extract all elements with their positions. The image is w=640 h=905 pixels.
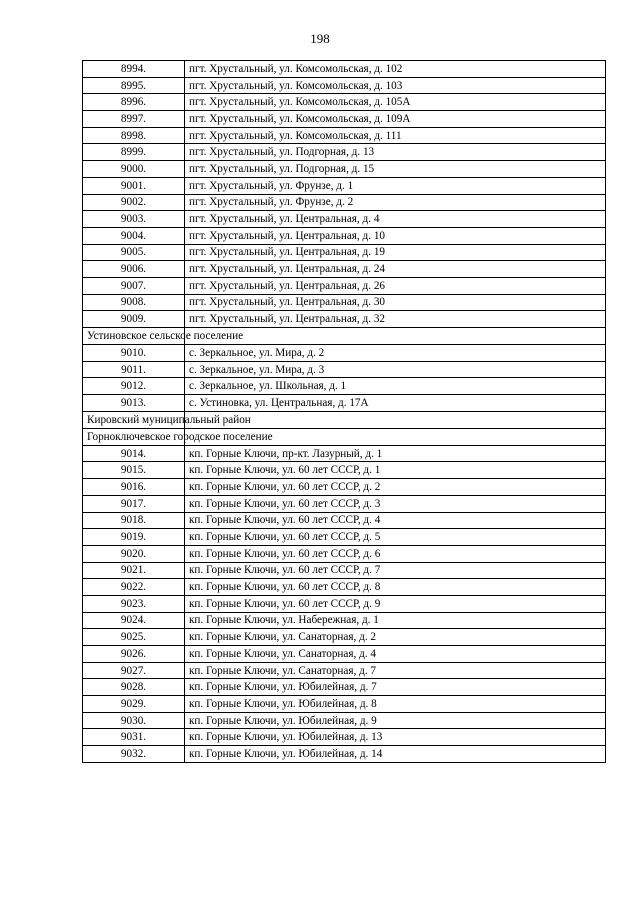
row-number: 9003. (83, 211, 185, 228)
address-cell: пгт. Хрустальный, ул. Подгорная, д. 13 (185, 144, 606, 161)
address-cell: пгт. Хрустальный, ул. Центральная, д. 19 (185, 244, 606, 261)
table-row (83, 662, 606, 679)
row-number: 9002. (83, 194, 185, 211)
address-cell: с. Зеркальное, ул. Школьная, д. 1 (185, 378, 606, 395)
table-row (83, 579, 606, 596)
row-number: 9020. (83, 545, 185, 562)
address-cell: кп. Горные Ключи, ул. 60 лет СССР, д. 1 (185, 462, 606, 479)
row-number: 8995. (83, 77, 185, 94)
row-number: 9006. (83, 261, 185, 278)
address-cell: пгт. Хрустальный, ул. Центральная, д. 26 (185, 277, 606, 294)
table-row (83, 227, 606, 244)
row-number: 9030. (83, 712, 185, 729)
row-number: 9031. (83, 729, 185, 746)
section-name: Устиновское сельское поселение (83, 328, 185, 345)
table-row (83, 545, 606, 562)
address-cell: кп. Горные Ключи, ул. Юбилейная, д. 9 (185, 712, 606, 729)
table-row (83, 395, 606, 412)
row-number: 9011. (83, 361, 185, 378)
row-number: 9021. (83, 562, 185, 579)
address-cell: кп. Горные Ключи, ул. 60 лет СССР, д. 5 (185, 529, 606, 546)
table-row (83, 479, 606, 496)
table-row (83, 161, 606, 178)
row-number: 9023. (83, 595, 185, 612)
row-number: 9018. (83, 512, 185, 529)
table-row (83, 61, 606, 78)
table-row (83, 194, 606, 211)
address-cell: кп. Горные Ключи, ул. 60 лет СССР, д. 3 (185, 495, 606, 512)
table-row (83, 679, 606, 696)
table-row (83, 127, 606, 144)
table-row (83, 646, 606, 663)
section-name: Кировский муниципальный район (83, 411, 185, 428)
table-row (83, 629, 606, 646)
address-cell: с. Зеркальное, ул. Мира, д. 2 (185, 345, 606, 362)
row-number: 9000. (83, 161, 185, 178)
address-cell: пгт. Хрустальный, ул. Комсомольская, д. 105А (185, 94, 606, 111)
table-row (83, 244, 606, 261)
address-cell: пгт. Хрустальный, ул. Центральная, д. 10 (185, 227, 606, 244)
table-row (83, 562, 606, 579)
row-number: 9013. (83, 395, 185, 412)
row-number: 9007. (83, 277, 185, 294)
table-row (83, 746, 606, 763)
table-row (83, 361, 606, 378)
section-header-row (83, 428, 606, 445)
table-row (83, 445, 606, 462)
row-number: 9028. (83, 679, 185, 696)
table-row (83, 211, 606, 228)
address-cell: кп. Горные Ключи, ул. Юбилейная, д. 13 (185, 729, 606, 746)
table-row (83, 294, 606, 311)
address-cell: кп. Горные Ключи, ул. 60 лет СССР, д. 7 (185, 562, 606, 579)
table-row (83, 77, 606, 94)
address-cell: пгт. Хрустальный, ул. Центральная, д. 24 (185, 261, 606, 278)
page-number: 198 (310, 31, 330, 46)
address-cell: кп. Горные Ключи, ул. Юбилейная, д. 7 (185, 679, 606, 696)
address-cell: пгт. Хрустальный, ул. Комсомольская, д. 109А (185, 111, 606, 128)
table-row (83, 378, 606, 395)
table-row (83, 177, 606, 194)
table-row (83, 261, 606, 278)
row-number: 8997. (83, 111, 185, 128)
table-row (83, 311, 606, 328)
table-row (83, 712, 606, 729)
address-cell: кп. Горные Ключи, ул. Санаторная, д. 2 (185, 629, 606, 646)
section-header-row (83, 411, 606, 428)
row-number: 9014. (83, 445, 185, 462)
table-row (83, 111, 606, 128)
table-row (83, 512, 606, 529)
address-cell: с. Устиновка, ул. Центральная, д. 17А (185, 395, 606, 412)
section-header-row (83, 328, 606, 345)
address-cell: с. Зеркальное, ул. Мира, д. 3 (185, 361, 606, 378)
row-number: 9019. (83, 529, 185, 546)
address-cell: пгт. Хрустальный, ул. Центральная, д. 32 (185, 311, 606, 328)
address-cell: пгт. Хрустальный, ул. Фрунзе, д. 2 (185, 194, 606, 211)
table-row (83, 277, 606, 294)
row-number: 9015. (83, 462, 185, 479)
address-cell: кп. Горные Ключи, ул. 60 лет СССР, д. 4 (185, 512, 606, 529)
table-row (83, 345, 606, 362)
address-table-body (83, 61, 606, 763)
table-row (83, 462, 606, 479)
row-number: 8996. (83, 94, 185, 111)
address-cell: пгт. Хрустальный, ул. Комсомольская, д. 111 (185, 127, 606, 144)
address-cell: кп. Горные Ключи, пр-кт. Лазурный, д. 1 (185, 445, 606, 462)
row-number: 9012. (83, 378, 185, 395)
table-row (83, 612, 606, 629)
table-row (83, 529, 606, 546)
section-empty-cell (185, 328, 606, 345)
table-row (83, 595, 606, 612)
address-cell: кп. Горные Ключи, ул. Юбилейная, д. 14 (185, 746, 606, 763)
table-row (83, 729, 606, 746)
row-number: 9009. (83, 311, 185, 328)
row-number: 9010. (83, 345, 185, 362)
row-number: 9017. (83, 495, 185, 512)
row-number: 9024. (83, 612, 185, 629)
address-cell: кп. Горные Ключи, ул. Санаторная, д. 7 (185, 662, 606, 679)
row-number: 8999. (83, 144, 185, 161)
address-cell: кп. Горные Ключи, ул. 60 лет СССР, д. 9 (185, 595, 606, 612)
address-cell: кп. Горные Ключи, ул. Набережная, д. 1 (185, 612, 606, 629)
address-cell: пгт. Хрустальный, ул. Центральная, д. 30 (185, 294, 606, 311)
section-name: Горноключевское городское поселение (83, 428, 185, 445)
row-number: 9016. (83, 479, 185, 496)
address-cell: кп. Горные Ключи, ул. 60 лет СССР, д. 8 (185, 579, 606, 596)
row-number: 9032. (83, 746, 185, 763)
table-row (83, 144, 606, 161)
address-cell: пгт. Хрустальный, ул. Подгорная, д. 15 (185, 161, 606, 178)
address-cell: пгт. Хрустальный, ул. Центральная, д. 4 (185, 211, 606, 228)
address-cell: кп. Горные Ключи, ул. 60 лет СССР, д. 6 (185, 545, 606, 562)
row-number: 8994. (83, 61, 185, 78)
row-number: 9022. (83, 579, 185, 596)
row-number: 8998. (83, 127, 185, 144)
table-row (83, 94, 606, 111)
address-cell: кп. Горные Ключи, ул. 60 лет СССР, д. 2 (185, 479, 606, 496)
address-cell: пгт. Хрустальный, ул. Комсомольская, д. 103 (185, 77, 606, 94)
address-cell: пгт. Хрустальный, ул. Фрунзе, д. 1 (185, 177, 606, 194)
address-cell: пгт. Хрустальный, ул. Комсомольская, д. 102 (185, 61, 606, 78)
row-number: 9025. (83, 629, 185, 646)
row-number: 9001. (83, 177, 185, 194)
row-number: 9027. (83, 662, 185, 679)
table-row (83, 696, 606, 713)
row-number: 9005. (83, 244, 185, 261)
address-cell: кп. Горные Ключи, ул. Юбилейная, д. 8 (185, 696, 606, 713)
row-number: 9008. (83, 294, 185, 311)
address-cell: кп. Горные Ключи, ул. Санаторная, д. 4 (185, 646, 606, 663)
address-table (82, 60, 606, 763)
row-number: 9029. (83, 696, 185, 713)
row-number: 9026. (83, 646, 185, 663)
table-row (83, 495, 606, 512)
row-number: 9004. (83, 227, 185, 244)
